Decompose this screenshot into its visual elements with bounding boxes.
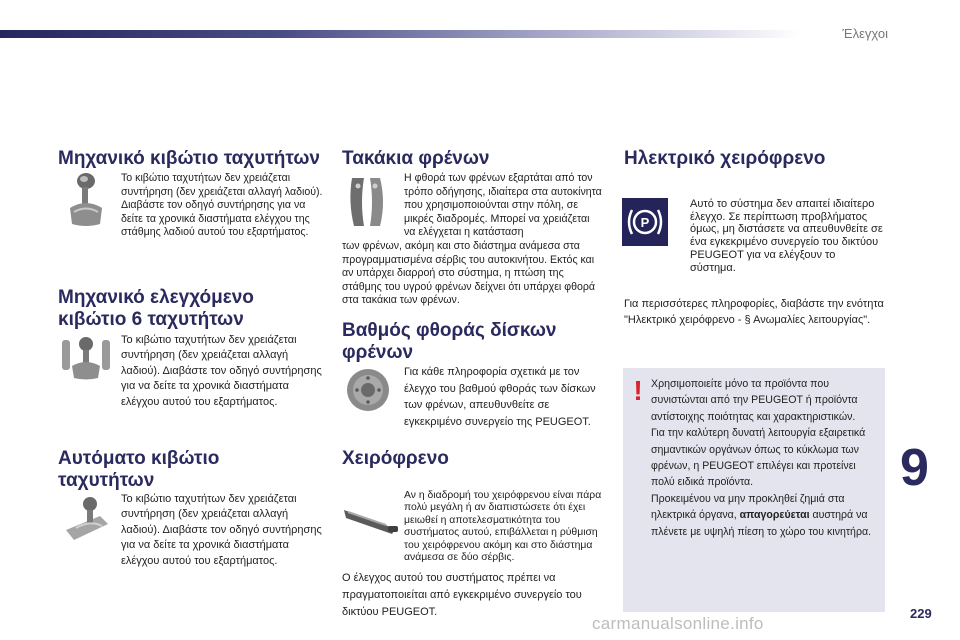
- electric-parking-brake-more-info: Για περισσότερες πληροφορίες, διαβάστε την ενότητα "Ηλεκτρικό χειρόφρενο - § Ανωμαλίες λειτουργίας".: [624, 298, 884, 326]
- warning-text-a: Χρησιμοποιείτε μόνο τα προϊόντα που συνιστώνται από την PEUGEOT ή προϊόντα αντίστοιχης ποιότητας και χαρακτηριστικών. Για την καλύτερη δυνατή λειτουργία εξαιρετικά σημαντικών οργάνων όπως το κύκλωμα των φρένων, η PEUGEOT επιλέγει και προτείνει πολύ ειδικά προϊόντα. Προκειμένου να μην προκληθεί ζημιά στα ηλεκτρικά όργανα,: [651, 378, 866, 522]
- brake-pads-title: Τακάκια φρένων: [342, 148, 490, 169]
- handbrake-title: Χειρόφρενο: [342, 448, 449, 469]
- warning-box: [623, 368, 885, 612]
- automated-gearbox-text: Το κιβώτιο ταχυτήτων δεν χρειάζεται συντήρηση (δεν χρειάζεται αλλαγή λαδιού). Διαβάστε τον οδηγό συντήρησης για να δείτε τα χρονικά διαστήματα ελέγχου αυτού του εξαρτήματος.: [121, 334, 322, 408]
- electric-parking-brake-title: Ηλεκτρικό χειρόφρενο: [624, 148, 826, 169]
- brake-pads-text-top: Η φθορά των φρένων εξαρτάται από τον τρόπο οδήγησης, ιδιαίτερα στα αυτοκίνητα που χρησιμοποιούνται στην πόλη, σε μικρές διαδρομές. Μπορεί να χρειάζεται να ελέγχεται η κατάσταση: [404, 172, 602, 239]
- automatic-gearbox-text: Το κιβώτιο ταχυτήτων δεν χρειάζεται συντήρηση (δεν χρειάζεται αλλαγή λαδιού). Διαβάστε τον οδηγό συντήρησης για να δείτε τα χρονικά διαστήματα ελέγχου αυτού του εξαρτήματος.: [121, 493, 322, 567]
- manual-gearbox-text: Το κιβώτιο ταχυτήτων δεν χρειάζεται συντήρηση (δεν χρειάζεται αλλαγή λαδιού). Διαβάστε τον οδηγό συντήρησης για να δείτε τα χρονικά διαστήματα ελέγχου της στάθμης λαδιού αυτού του εξαρτήματος.: [121, 172, 323, 239]
- page-number: 229: [910, 606, 932, 621]
- automatic-gear-selector-icon: [60, 494, 112, 546]
- brake-disc-icon: [344, 366, 392, 414]
- brake-pads-text-bottom: των φρένων, ακόμη και στο διάστημα ανάμεσα στα προγραμματισμένα σέρβις του αυτοκινήτου. Εκτός και αν υπάρχει διαρροή στο σύστημα, η πτώση της στάθμης του υγρού φρένων δείχνει ότι υπάρχει φθορά στα τακάκια των φρένων.: [342, 240, 596, 307]
- warning-exclamation-icon: !: [633, 375, 643, 406]
- handbrake-text-bottom: Ο έλεγχος αυτού του συστήματος πρέπει να πραγματοποιείται από εγκεκριμένο συνεργείο του δικτύου PEUGEOT.: [342, 572, 582, 618]
- handbrake-text-top: Αν η διαδρομή του χειρόφρενου είναι πάρα πολύ μεγάλη ή αν διαπιστώσετε ότι έχει μειωθεί η αποτελεσματικότητα του συστήματος αυτού, επιβάλλεται η ρύθμιση του χειρόφρενου ακόμη και στο διάστημα ανάμεσα σε δύο σέρβις.: [404, 490, 602, 564]
- brake-pad-icon: [344, 172, 390, 232]
- automated-gearbox-title: Μηχανικό ελεγχόμενο κιβώτιο 6 ταχυτήτων: [58, 287, 254, 330]
- disc-wear-text: Για κάθε πληροφορία σχετικά με τον έλεγχο του βαθμού φθοράς των δίσκων των φρένων, απευθυνθείτε σε εγκεκριμένο συνεργείο της PEUGEOT.: [404, 366, 596, 428]
- electric-parking-brake-text: Αυτό το σύστημα δεν απαιτεί ιδιαίτερο έλεγχο. Σε περίπτωση προβλήματος όμως, μη διστάσετε να απευθυνθείτε σε ένα εγκεκριμένο συνεργείο του δικτύου PEUGEOT για να ελέγξουν το σύστημα.: [690, 198, 883, 274]
- section-title: Έλεγχοι: [842, 26, 888, 41]
- warning-text-bold: απαγορεύεται: [739, 509, 810, 522]
- handbrake-lever-icon: [342, 500, 400, 536]
- svg-text:P: P: [640, 215, 650, 230]
- disc-wear-title: Βαθμός φθοράς δίσκων φρένων: [342, 320, 557, 363]
- watermark: carmanualsonline.info: [592, 614, 764, 633]
- warning-text: [651, 376, 879, 540]
- header-gradient-bar: [0, 30, 800, 38]
- manual-gear-lever-icon: [60, 172, 108, 230]
- chapter-number: 9: [900, 439, 929, 497]
- gear-selector-with-paddles-icon: [60, 334, 112, 382]
- parking-brake-warning-icon: [622, 198, 668, 246]
- manual-gearbox-title: Μηχανικό κιβώτιο ταχυτήτων: [58, 148, 320, 169]
- automatic-gearbox-title: Αυτόματο κιβώτιο ταχυτήτων: [58, 448, 220, 491]
- warning-text-b: αυστηρά να πλένετε με υψηλή πίεση το χώρο του κινητήρα.: [651, 509, 872, 538]
